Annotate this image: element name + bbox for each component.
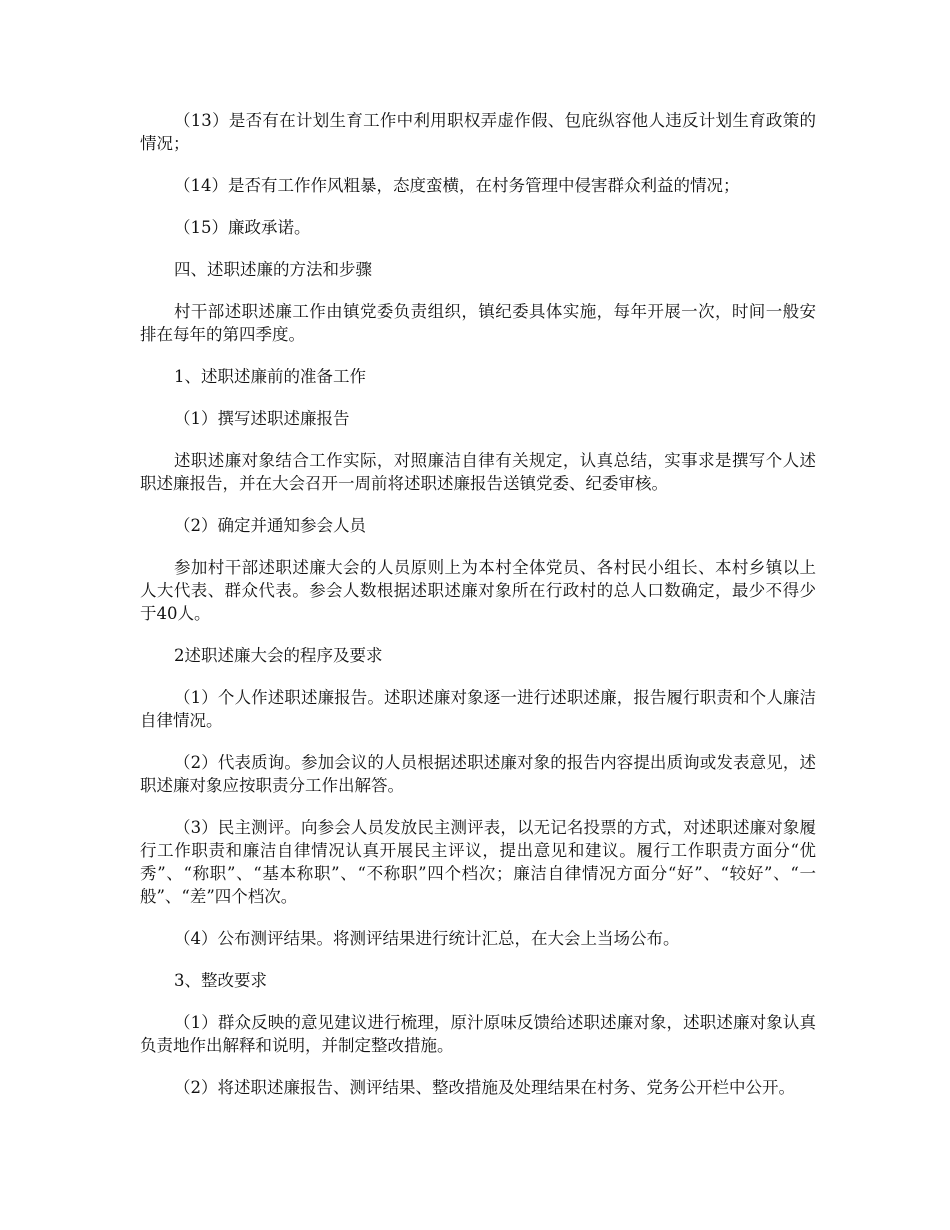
paragraph-item-13: （13）是否有在计划生育工作中利用职权弄虚作假、包庇纵容他人违反计划生育政策的情况； bbox=[140, 111, 816, 153]
subsection-heading-3: 3、整改要求 bbox=[174, 971, 267, 990]
step-heading-notify-attendees: （2）确定并通知参会人员 bbox=[174, 516, 366, 535]
paragraph-write-report: 述职述廉对象结合工作实际，对照廉洁自律有关规定，认真总结，实事求是撰写个人述职述廉报告，并在大会召开一周前将述职述廉报告送镇党委、纪委审核。 bbox=[140, 451, 816, 493]
paragraph-item-14: （14）是否有工作作风粗暴，态度蛮横，在村务管理中侵害群众利益的情况； bbox=[174, 176, 740, 195]
paragraph-publish-results: （4）公布测评结果。将测评结果进行统计汇总，在大会上当场公布。 bbox=[174, 929, 680, 948]
paragraph-public-disclosure: （2）将述职述廉报告、测评结果、整改措施及处理结果在村务、党务公开栏中公开。 bbox=[174, 1078, 795, 1097]
paragraph-democratic-evaluation: （3）民主测评。向参会人员发放民主测评表，以无记名投票的方式，对述职述廉对象履行工作职责和廉洁自律情况认真开展民主评议，提出意见和建议。履行工作职责方面分“优秀”、“称职”、“基本称职”、“不称职”四个档次；廉洁自律情况方面分“好”、“较好”、“一般”、“差”四个档次。 bbox=[140, 818, 816, 906]
subsection-heading-2: 2述职述廉大会的程序及要求 bbox=[174, 646, 383, 665]
subsection-heading-1: 1、述职述廉前的准备工作 bbox=[174, 367, 366, 386]
paragraph-personal-report: （1）个人作述职述廉报告。述职述廉对象逐一进行述职述廉，报告履行职责和个人廉洁自律情况。 bbox=[140, 688, 816, 730]
document-body bbox=[140, 109, 816, 1118]
paragraph-questioning: （2）代表质询。参加会议的人员根据述职述廉对象的报告内容提出质询或发表意见，述职述廉对象应按职责分工作出解答。 bbox=[140, 753, 816, 795]
paragraph-item-15: （15）廉政承诺。 bbox=[174, 218, 311, 237]
paragraph-intro: 村干部述职述廉工作由镇党委负责组织，镇纪委具体实施，每年开展一次，时间一般安排在每年的第四季度。 bbox=[140, 302, 816, 344]
paragraph-attendees: 参加村干部述职述廉大会的人员原则上为本村全体党员、各村民小组长、本村乡镇以上人大代表、群众代表。参会人数根据述职述廉对象所在行政村的总人口数确定，最少不得少于40人。 bbox=[140, 558, 816, 623]
paragraph-feedback: （1）群众反映的意见建议进行梳理，原汁原味反馈给述职述廉对象，述职述廉对象认真负责地作出解释和说明，并制定整改措施。 bbox=[140, 1013, 816, 1055]
step-heading-write-report: （1）撰写述职述廉报告 bbox=[174, 409, 350, 428]
section-heading-4: 四、述职述廉的方法和步骤 bbox=[174, 260, 372, 279]
